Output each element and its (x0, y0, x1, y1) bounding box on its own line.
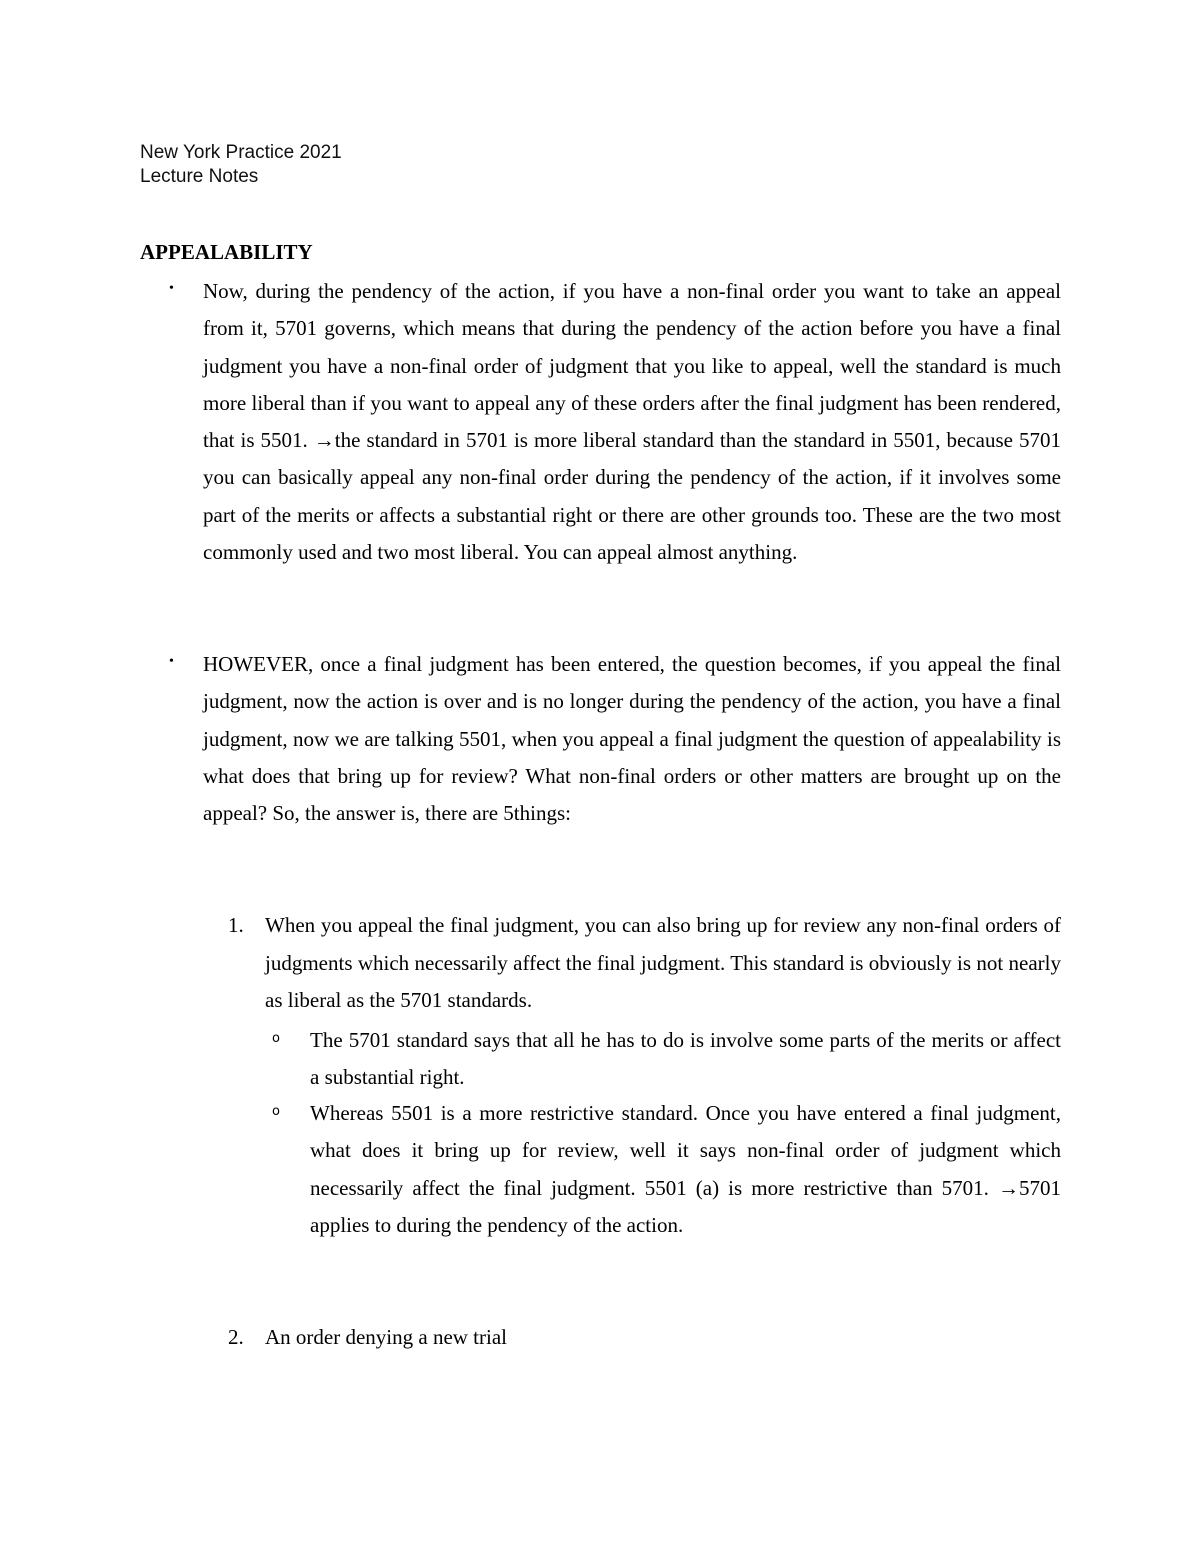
bullet-paragraph: Now, during the pendency of the action, if you have a non-final order you want to take an appeal from it, 5701 governs, which means that during the pendency of the action before you have a final judgment you have a non-final order of judgment that you like to appeal, well the standard is much more liberal than if you want to appeal any of these orders after the final judgment has been rendered, that is 5501. →the standard in 5701 is more liberal standard than the standard in 5501, because 5701 you can basically appeal any non-final order during the pendency of the action, if it involves some part of the merits or affects a substantial right or there are other grounds too. These are the two most commonly used and two most liberal. You can appeal almost anything. (203, 279, 1061, 565)
sub-bullet-marker: o (272, 1104, 280, 1119)
sub-bullet-item: The 5701 standard says that all he has to do is involve some parts of the merits or affect a substantial right. (310, 1028, 1061, 1090)
bullet-paragraph: HOWEVER, once a final judgment has been entered, the question becomes, if you appeal the final judgment, now the action is over and is no longer during the pendency of the action, you have a final judgment, now we are talking 5501, when you appeal a final judgment the question of appealability is what does that bring up for review? What non-final orders or other matters are brought up on the appeal? So, the answer is, there are 5things: (203, 652, 1061, 826)
course-title: New York Practice 2021 (140, 142, 342, 163)
section-heading: APPEALABILITY (140, 240, 313, 264)
numbered-item: When you appeal the final judgment, you can also bring up for review any non-final orders of judgments which necessarily affect the final judgment. This standard is obviously is not nearly as liberal as the 5701 standards. (265, 913, 1061, 1012)
bullet-marker: • (169, 281, 174, 296)
numbered-item: An order denying a new trial (265, 1325, 508, 1349)
numbered-label: 1. (228, 913, 244, 937)
numbered-label: 2. (228, 1325, 244, 1349)
sub-bullet-marker: o (272, 1031, 280, 1046)
document-header (140, 141, 342, 189)
bullet-marker: • (169, 654, 174, 669)
sub-bullet-item: Whereas 5501 is a more restrictive standard. Once you have entered a final judgment, what does it bring up for review, well it says non-final order of judgment which necessarily affect the final judgment. 5501 (a) is more restrictive than 5701. →5701 applies to during the pendency of the action. (310, 1101, 1061, 1237)
notes-subtitle: Lecture Notes (140, 166, 259, 187)
